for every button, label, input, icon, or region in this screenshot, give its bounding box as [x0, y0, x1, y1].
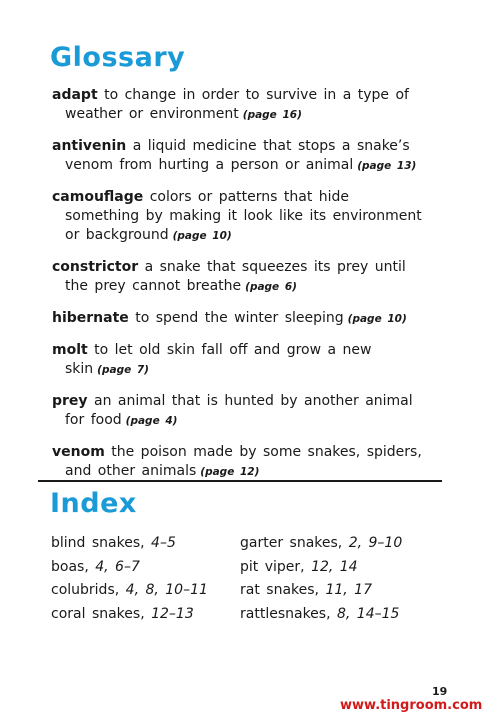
glossary-definition: to change in order to survive in a type of weather or environment	[65, 87, 409, 122]
index-entry	[51, 556, 208, 580]
index-topic: garter snakes,	[240, 535, 343, 551]
glossary-definition: colors or patterns that hide something by making it look like its environment or background	[65, 189, 422, 243]
glossary-term: camouflage	[52, 189, 144, 205]
index-topic: colubrids,	[51, 582, 120, 598]
index-pages: 12, 14	[311, 558, 358, 575]
index-entry	[240, 532, 402, 556]
glossary-definition: the poison made by some snakes, spiders, and other animals	[65, 444, 422, 479]
glossary-definition: a liquid medicine that stops a snake’s venom from hurting a person or animal	[65, 138, 410, 173]
glossary-term: adapt	[52, 87, 98, 103]
glossary-definition: to spend the winter sleeping	[135, 310, 344, 326]
index-pages: 4, 8, 10–11	[125, 582, 208, 598]
index-entry	[240, 556, 402, 580]
index-entry	[240, 603, 402, 627]
glossary-page-ref: (page 10)	[172, 230, 232, 242]
glossary-page-ref: (page 13)	[357, 160, 417, 172]
watermark: www.tingroom.com	[340, 698, 482, 713]
glossary-entry	[52, 137, 424, 176]
glossary-entry	[52, 392, 424, 431]
glossary-definition: a snake that squeezes its prey until the prey cannot breathe	[65, 259, 406, 294]
index-topic: rattlesnakes,	[240, 605, 331, 622]
index-topic: blind snakes,	[51, 535, 145, 551]
index-topic: pit viper,	[240, 558, 305, 575]
index-entry	[51, 603, 208, 627]
index-column-right	[240, 532, 402, 626]
glossary-page-ref: (page 4)	[125, 415, 178, 427]
index-heading: Index	[50, 488, 137, 519]
glossary-entry	[52, 258, 424, 297]
glossary-definition: an animal that is hunted by another animal for food	[65, 393, 413, 428]
glossary-heading: Glossary	[50, 42, 186, 73]
index-pages: 12–13	[151, 605, 194, 622]
index-entry	[240, 579, 402, 603]
glossary-definition: to let old skin fall off and grow a new skin	[65, 342, 372, 377]
index-pages: 4, 6–7	[95, 558, 140, 575]
glossary-page-ref: (page 7)	[97, 364, 149, 376]
page-number: 19	[432, 685, 448, 698]
index-entry	[51, 579, 208, 603]
glossary-list	[52, 86, 424, 494]
glossary-entry	[52, 443, 424, 482]
glossary-entry	[52, 309, 424, 329]
glossary-page-ref: (page 6)	[245, 281, 297, 293]
glossary-term: venom	[52, 444, 105, 460]
index-topic: rat snakes,	[240, 582, 319, 598]
glossary-page-ref: (page 12)	[200, 466, 260, 478]
index-pages: 8, 14–15	[336, 605, 400, 622]
glossary-page-ref: (page 16)	[242, 109, 302, 121]
glossary-term: molt	[52, 342, 88, 358]
glossary-term: antivenin	[52, 138, 127, 154]
glossary-term: prey	[52, 393, 88, 409]
glossary-entry	[52, 86, 424, 125]
glossary-entry	[52, 341, 424, 380]
glossary-entry	[52, 188, 424, 246]
glossary-term: hibernate	[52, 310, 129, 326]
index-topic: boas,	[51, 558, 89, 575]
section-divider	[38, 480, 442, 482]
index-pages: 4–5	[151, 535, 176, 551]
index-topic: coral snakes,	[51, 605, 145, 622]
index-pages: 11, 17	[325, 582, 372, 598]
index-pages: 2, 9–10	[348, 535, 403, 551]
index-column-left	[51, 532, 208, 626]
glossary-term: constrictor	[52, 259, 139, 275]
index-entry	[51, 532, 208, 556]
glossary-page-ref: (page 10)	[347, 313, 407, 325]
